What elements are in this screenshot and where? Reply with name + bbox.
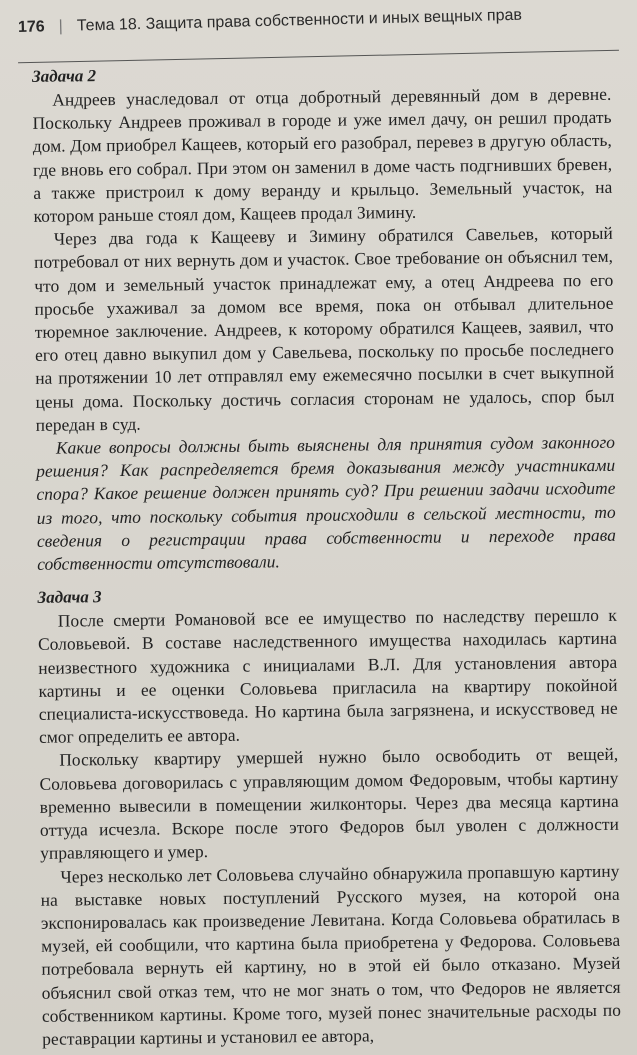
- task-2-paragraph: Через два года к Кащееву и Зимину обратился Савельев, который потребовал от них вернуть дом и участок. Свое требование он объяснил тем, что дом и земельный участок принадлежат ему, а отец Андреева по его просьбе ухаживал за домом все время, пока он отбывал длительное тюремное заключение. Андреев, к которому обратился Кащеев, заявил, что его отец давно выкупил дом у Савельева, поскольку по просьбе последнего на протяжении 10 лет отправлял ему ежемесячно посылки в счет выкупной цены дома. Поскольку достичь согласия сторонам не удалось, спор был передан в суд.: [33, 223, 615, 435]
- page-content: [18, 61, 629, 1051]
- task-2-title: Задача 2: [31, 66, 97, 86]
- chapter-title: Тема 18. Защита права собственности и иных вещных прав: [76, 6, 523, 35]
- header-separator: |: [58, 17, 64, 36]
- task-3-title: Задача 3: [37, 587, 102, 608]
- page-number: 176: [17, 18, 45, 36]
- task-2-question: Какие вопросы должны быть выяснены для принятия судом законного решения? Как распределяется бремя доказывания между участниками спора? Какое решение должен принять суд? При решении задачи исходите из того, что поскольку события происходили в сельской местности, то сведения о регистрации права собственности и переходе права собственности отсутствовали.: [36, 431, 617, 574]
- task-3-paragraph: Поскольку квартиру умершей нужно было освободить от вещей, Соловьева договорилась с управляющим домом Федоровым, чтобы картину временно вывесили в помещении жилконторы. Через два месяца картина оттуда исчезла. Вскоре после этого Федоров был уволен с должности управляющего и умер.: [39, 744, 620, 864]
- running-header: [18, 0, 620, 42]
- task-3-paragraph: Через несколько лет Соловьева случайно обнаружила пропавшую картину на выставке новых поступлений Русского музея, на которой она экспонировалась как произведение Левитана. Когда Соловьева обратилась в музей, ей сообщили, что картина была приобретена у Федорова. Соловьева потребовала вернуть ей картину, но в этой ей было отказано. Музей объяснил свой отказ тем, что не мог знать о том, что Федоров не является собственником картины. Кроме того, музей понес значительные расходы по реставрации картины и установил ее автора,: [40, 860, 622, 1049]
- task-3-paragraph: После смерти Романовой все ее имущество по наследству перешло к Соловьевой. В составе наследственного имущества находилась картина неизвестного художника с инициалами В.Л. Для установления автора картины и ее оценки Соловьева пригласила на квартиру покойной специалиста-искусствоведа. Но картина была загрязнена, и искусствовед не смог определить ее автора.: [37, 605, 618, 748]
- task-2-paragraph: Андреев унаследовал от отца добротный деревянный дом в деревне. Поскольку Андреев проживал в городе и уже имел дачу, он решил продать дом. Дом приобрел Кащеев, который его разобрал, перевез в другую область, где вновь его собрал. При этом он заменил в доме часть подгнивших бревен, а также пристроил к дому веранду и крыльцо. Земельный участок, на котором раньше стоял дом, Кащеев продал Зимину.: [32, 83, 613, 226]
